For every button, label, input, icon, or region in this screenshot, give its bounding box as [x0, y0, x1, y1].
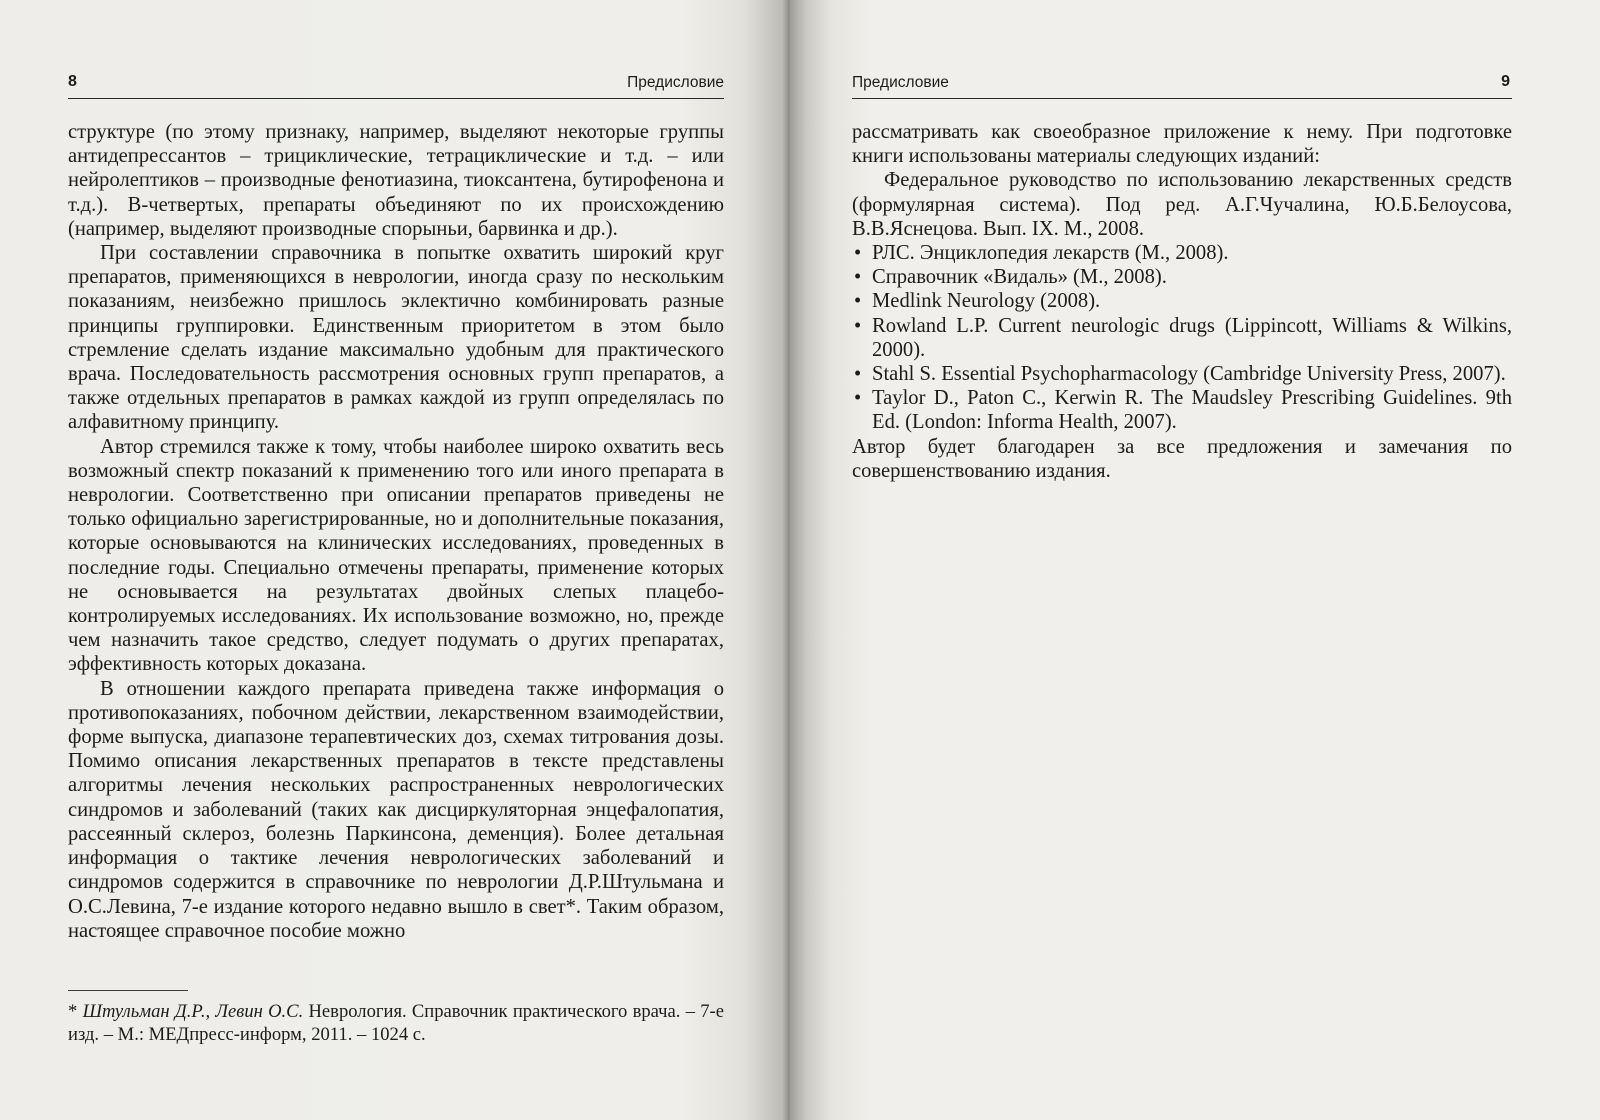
left-page	[0, 0, 790, 1120]
list-item: • Taylor D., Paton C., Kerwin R. The Maudsley Prescribing Guidelines. 9th Ed. (London: Informa Health, 2007).	[852, 386, 1512, 434]
list-item: • Stahl S. Essential Psychopharmacology (Cambridge University Press, 2007).	[852, 362, 1512, 386]
body-text	[852, 120, 1512, 483]
running-title: Предисловие	[852, 74, 949, 91]
page-number: 8	[68, 73, 77, 90]
paragraph: рассматривать как своеобразное приложение к нему. При подготовке книги использованы материалы следующих изданий:	[852, 121, 1512, 168]
running-header	[68, 72, 724, 99]
paragraph: В отношении каждого препарата приведена также информация о противопоказаниях, побочном действии, лекарственном взаимодействии, форме выпуска, диапазоне терапевтических доз, схемах титрования дозы. Помимо описания лекарственных препаратов в тексте представлены алгоритмы лечения нескольких распространенных неврологических синдромов и заболеваний (таких как дисциркуляторная энцефалопатия, рассеянный склероз, болезнь Паркинсона, деменция). Более детальная информация о тактике лечения неврологических заболеваний и синдромов содержится в справочнике по неврологии Д.Р.Штульмана и О.С.Левина, 7-е издание которого недавно вышло в свет*. Таким образом, настоящее справочное пособие можно	[68, 677, 724, 942]
running-header	[852, 72, 1512, 99]
paragraph: структуре (по этому признаку, например, выделяют некоторые группы антидепрессантов – трициклические, тетрациклические и т.д. – или нейролептиков – производные фенотиазина, тиоксантена, бутирофенона и т.д.). В-четвертых, препараты объединяют по их происхождению (например, выделяют производные спорыньи, барвинка и др.).	[68, 121, 724, 240]
source-list	[852, 241, 1512, 435]
paragraph: Автор стремился также к тому, чтобы наиболее широко охватить весь возможный спектр показаний к применению того или иного препарата в неврологии. Соответственно при описании препаратов приведены не только официально зарегистрированные, но и дополнительные показания, которые основываются на клинических исследованиях, проведенных в последние годы. Специально отмечены препараты, применение которых не основывается на результатах двойных слепых плацебо-контролируемых исследованиях. Их использование возможно, но, прежде чем назначить такое средство, следует подумать о других препаратах, эффективность которых доказана.	[68, 435, 724, 676]
footnote-marker: *	[68, 1001, 83, 1022]
body-text	[68, 120, 724, 943]
footnote	[68, 1000, 724, 1046]
list-item: • Medlink Neurology (2008).	[852, 289, 1512, 313]
footnote-separator	[68, 990, 188, 991]
footnote-authors: Штульман Д.Р., Левин О.С.	[82, 1001, 304, 1022]
running-title: Предисловие	[627, 74, 724, 91]
right-page	[790, 0, 1600, 1120]
paragraph: При составлении справочника в попытке охватить широкий круг препаратов, применяющихся в неврологии, иногда сразу по нескольким показаниям, неизбежно пришлось эклектично комбинировать разные принципы группировки. Единственным приоритетом в этом было стремление сделать издание максимально удобным для практического врача. Последовательность рассмотрения основных групп препаратов, а также отдельных препаратов в рамках каждой из групп определялась по алфавитному принципу.	[68, 242, 724, 434]
footnote-text: Неврология. Справочник практического врача. – 7-е изд. – М.: МЕДпресс-информ, 2011. – 1024 с.	[68, 1001, 724, 1045]
closing-paragraph: Автор будет благодарен за все предложения и замечания по совершенствованию издания.	[852, 435, 1512, 482]
page-number: 9	[1501, 73, 1510, 90]
list-item: • Справочник «Видаль» (М., 2008).	[852, 265, 1512, 289]
list-item: • Rowland L.P. Current neurologic drugs (Lippincott, Williams & Wilkins, 2000).	[852, 314, 1512, 362]
list-item: • РЛС. Энциклопедия лекарств (М., 2008).	[852, 241, 1512, 265]
source-federal-guide: Федеральное руководство по использованию лекарственных средств (формулярная система). Под ред. А.Г.Чучалина, Ю.Б.Белоусова, В.В.Яснецова. Вып. IX. М., 2008.	[852, 169, 1512, 240]
